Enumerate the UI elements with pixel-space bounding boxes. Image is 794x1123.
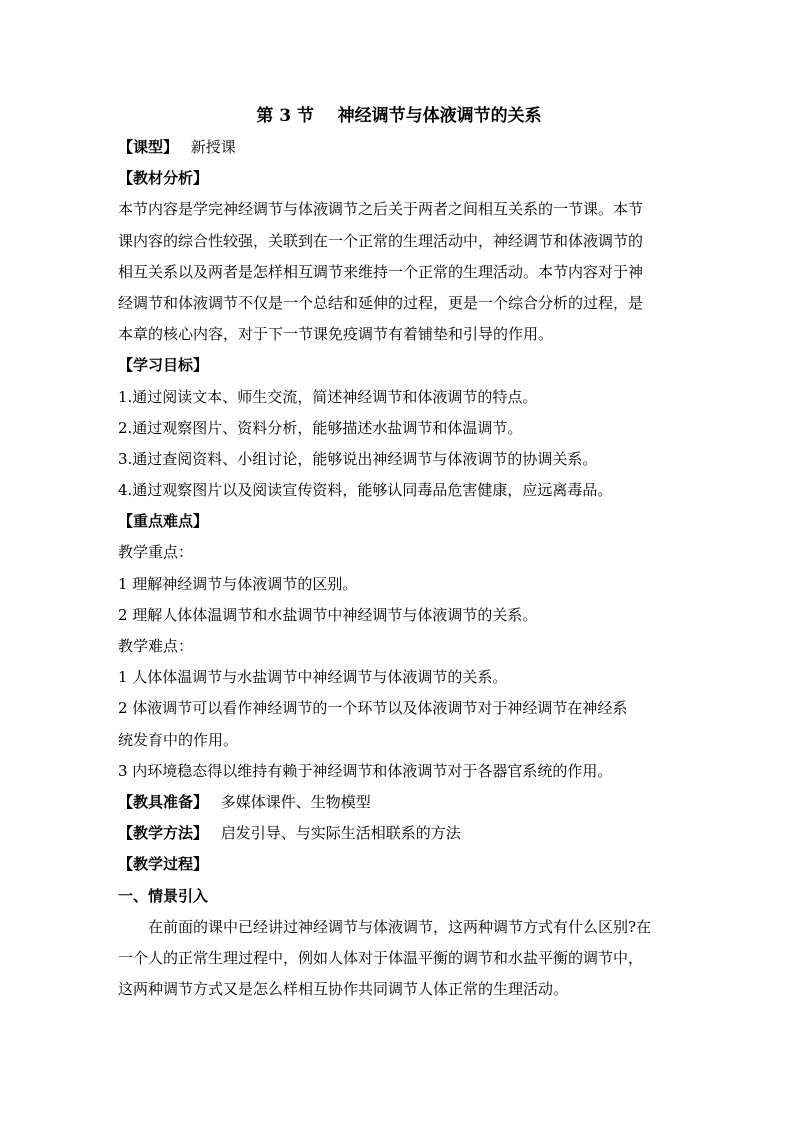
analysis-line: 经调节和体液调节不仅是一个总结和延伸的过程，更是一个综合分析的过程，是 bbox=[118, 293, 644, 312]
section-paragraph-line: 在前面的课中已经讲过神经调节与体液调节，这两种调节方式有什么区别?在 bbox=[148, 917, 652, 936]
difficulty-item: 2 体液调节可以看作神经调节的一个环节以及体液调节对于神经调节在神经系 bbox=[118, 699, 628, 718]
materials-row bbox=[118, 787, 680, 818]
objective-item: 2.通过观察图片、资料分析，能够描述水盐调节和体温调节。 bbox=[118, 418, 523, 437]
lesson-type-value: 新授课 bbox=[190, 138, 236, 156]
section-paragraph-line: 这两种调节方式又是怎么样相互协作共同调节人体正常的生理活动。 bbox=[118, 980, 569, 999]
key-points-heading: 【重点难点】 bbox=[118, 512, 209, 531]
methods-value: 启发引导、与实际生活相联系的方法 bbox=[220, 824, 461, 843]
lesson-type-label: 【课型】 bbox=[118, 138, 179, 156]
analysis-line: 课内容的综合性较强，关联到在一个正常的生理活动中，神经调节和体液调节的 bbox=[118, 231, 644, 250]
analysis-line: 相互关系以及两者是怎样相互调节来维持一个正常的生理活动。本节内容对于神 bbox=[118, 262, 644, 281]
difficulty-label: 教学难点： bbox=[118, 637, 194, 655]
difficulty-item: 1 人体体温调节与水盐调节中神经调节与体液调节的关系。 bbox=[118, 668, 508, 687]
objective-item: 4.通过观察图片以及阅读宣传资料，能够认同毒品危害健康，应远离毒品。 bbox=[118, 481, 613, 500]
objectives-heading: 【学习目标】 bbox=[118, 356, 209, 375]
focus-item: 1 理解神经调节与体液调节的区别。 bbox=[118, 574, 358, 593]
methods-label: 【教学方法】 bbox=[118, 824, 209, 843]
materials-label: 【教具准备】 bbox=[118, 792, 209, 811]
page-title: 第 3 节 神经调节与体液调节的关系 bbox=[256, 106, 542, 126]
objective-item: 3.通过查阅资料、小组讨论，能够说出神经调节与体液调节的协调关系。 bbox=[118, 449, 598, 468]
objective-item: 1.通过阅读文本、师生交流，简述神经调节和体液调节的特点。 bbox=[118, 387, 538, 406]
analysis-heading: 【教材分析】 bbox=[118, 169, 209, 188]
materials-value: 多媒体课件、生物模型 bbox=[220, 792, 371, 811]
section-paragraph-line: 一个人的正常生理过程中，例如人体对于体温平衡的调节和水盐平衡的调节中， bbox=[118, 948, 644, 967]
methods-row bbox=[118, 818, 680, 849]
difficulty-item: 统发育中的作用。 bbox=[118, 730, 239, 749]
process-heading: 【教学过程】 bbox=[118, 855, 209, 874]
lesson-type-row bbox=[118, 132, 680, 163]
focus-label: 教学重点： bbox=[118, 543, 194, 562]
section-title: 一、情景引入 bbox=[118, 886, 209, 905]
document-page bbox=[118, 100, 680, 1005]
analysis-line: 本章的核心内容，对于下一节课免疫调节有着铺垫和引导的作用。 bbox=[118, 325, 554, 344]
analysis-line: 本节内容是学完神经调节与体液调节之后关于两者之间相互关系的一节课。本节 bbox=[118, 200, 644, 219]
focus-item: 2 理解人体体温调节和水盐调节中神经调节与体液调节的关系。 bbox=[118, 605, 538, 624]
difficulty-item: 3 内环境稳态得以维持有赖于神经调节和体液调节对于各器官系统的作用。 bbox=[118, 761, 613, 780]
